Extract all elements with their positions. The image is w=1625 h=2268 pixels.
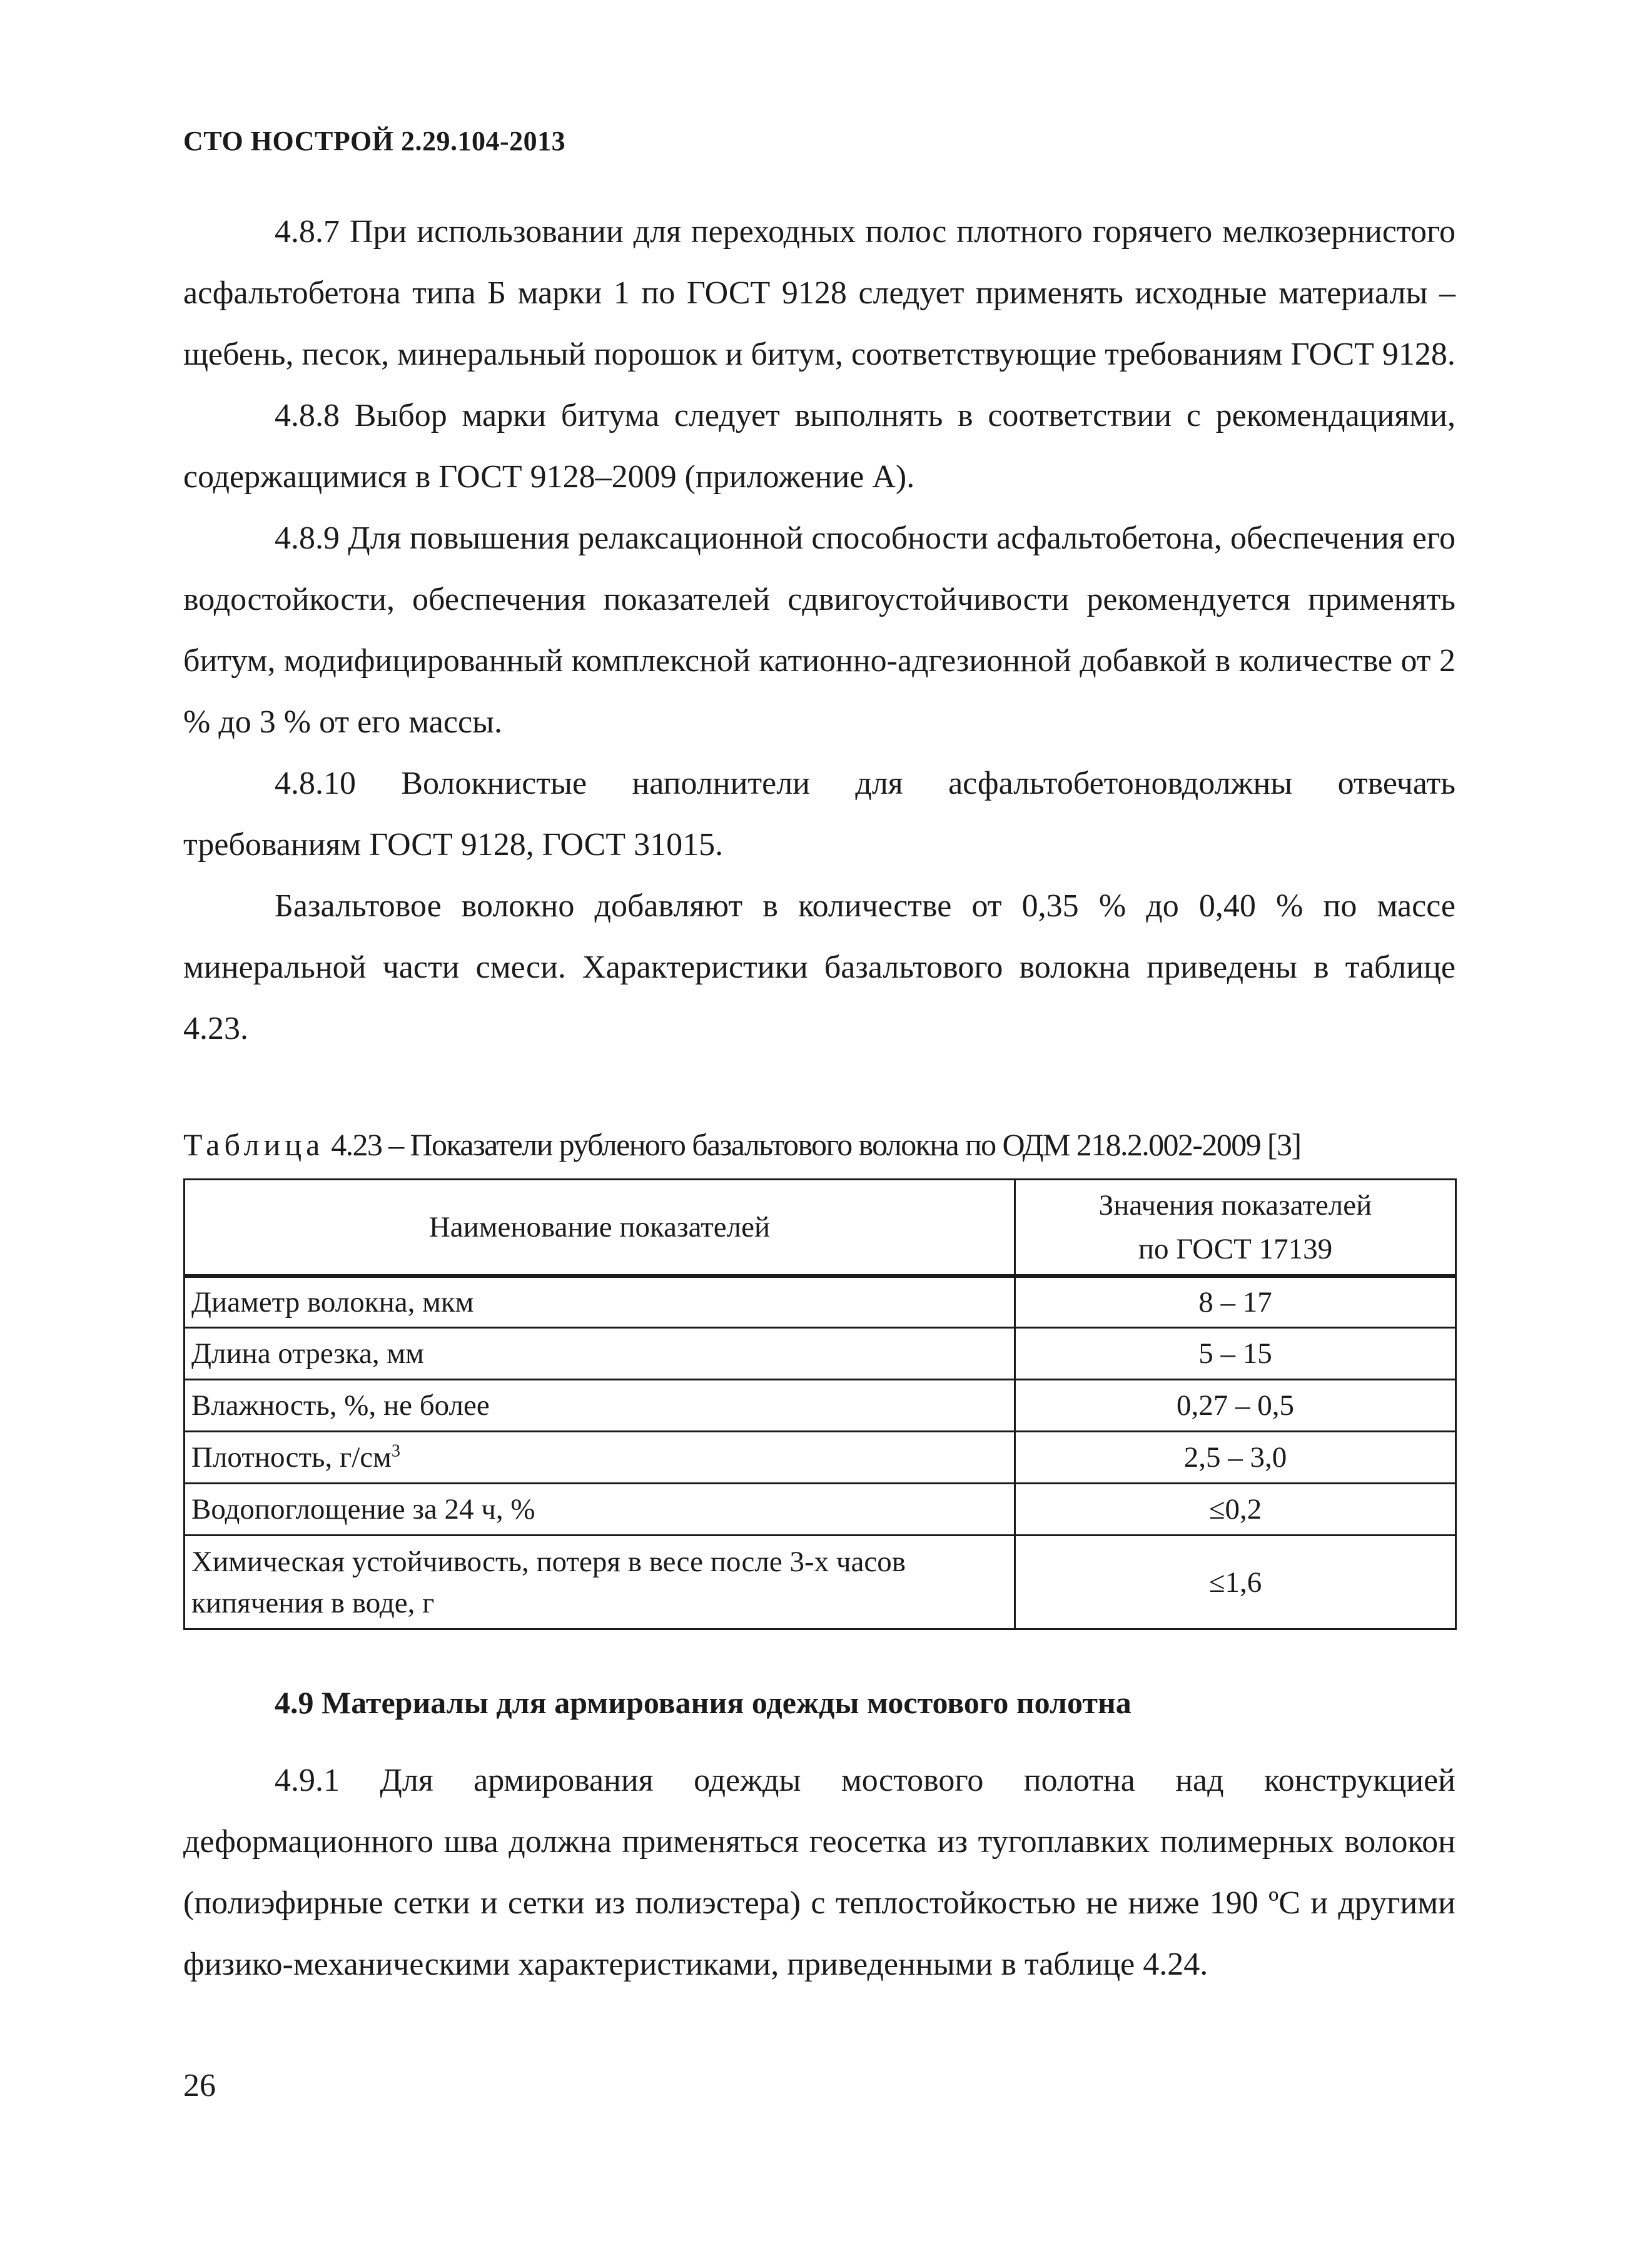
table-row — [185, 1536, 1456, 1629]
table-caption-text: 4.23 – Показатели рубленого базальтового волокна по ОДМ 218.2.002-2009 [3] — [324, 1127, 1301, 1162]
paragraph-4-8-7: 4.8.7 При использовании для переходных полос плотного горячего мелкозернистого асфальтобетона типа Б марки 1 по ГОСТ 9128 следует применять исходные материалы – щебень, песок, минеральный порошок и битум, соответствующие требованиям ГОСТ 9128. — [183, 214, 1455, 372]
superscript-cube: 3 — [391, 1441, 401, 1461]
row-name: Водопоглощение за 24 ч, % — [185, 1484, 1015, 1536]
table-row — [185, 1484, 1456, 1536]
row-name — [185, 1432, 1015, 1484]
row-name: Химическая устойчивость, потеря в весе после 3-х часов кипячения в воде, г — [185, 1536, 1015, 1629]
row-name-text: Плотность, г/см — [191, 1441, 392, 1474]
paragraph-4-8-8: 4.8.8 Выбор марки битума следует выполнять в соответствии с рекомендациями, содержащимися в ГОСТ 9128–2009 (приложение А). — [183, 398, 1455, 495]
paragraph-4-9-1: 4.9.1 Для армирования одежды мостового полотна над конструкцией деформационного шва должна применяться геосетка из тугоплавких полимерных волокон (полиэфирные сетки и сетки из полиэстера) с теплостойкостью не ниже 190 ºС и другими физико-механическими характеристиками, приведенными в таблице 4.24. — [183, 1763, 1455, 1982]
document-header: СТО НОСТРОЙ 2.29.104-2013 — [183, 126, 566, 156]
header-value-cell — [1015, 1180, 1455, 1276]
paragraph-4-8-10: 4.8.10 Волокнистые наполнители для асфальтобетоновдолжны отвечать требованиям ГОСТ 9128, ГОСТ 31015. — [183, 766, 1455, 863]
row-value: 5 – 15 — [1015, 1328, 1455, 1380]
table-row — [185, 1380, 1456, 1432]
page-number: 26 — [183, 2068, 216, 2103]
row-name: Диаметр волокна, мкм — [185, 1276, 1015, 1328]
header-value-line1: Значения показателей — [1098, 1188, 1372, 1222]
paragraph-4-8-9: 4.8.9 Для повышения релаксационной способности асфальтобетона, обеспечения его водостойкости, обеспечения показателей сдвигоустойчивости рекомендуется применять битум, модифицированный комплексной катионно-адгезионной добавкой в количестве от 2 % до 3 % от его массы. — [183, 520, 1455, 740]
row-name: Влажность, %, не более — [185, 1380, 1015, 1432]
table-row — [185, 1328, 1456, 1380]
row-name: Длина отрезка, мм — [185, 1328, 1015, 1380]
header-name-cell: Наименование показателей — [185, 1180, 1015, 1276]
header-value-line2: по ГОСТ 17139 — [1138, 1232, 1333, 1265]
table-caption-label: Таблица — [183, 1127, 325, 1162]
row-value: 8 – 17 — [1015, 1276, 1455, 1328]
table-row — [185, 1432, 1456, 1484]
basalt-fiber-table — [183, 1178, 1457, 1630]
text-block-bottom — [183, 1750, 1455, 1995]
row-value: 2,5 – 3,0 — [1015, 1432, 1455, 1484]
section-title-4-9: 4.9 Материалы для армирования одежды мостового полотна — [275, 1685, 1131, 1720]
row-value: ≤1,6 — [1015, 1536, 1455, 1629]
row-value: ≤0,2 — [1015, 1484, 1455, 1536]
table-caption — [183, 1125, 1459, 1165]
row-value: 0,27 – 0,5 — [1015, 1380, 1455, 1432]
text-block-top — [183, 201, 1455, 1060]
table-row — [185, 1276, 1456, 1328]
paragraph-basalt: Базальтовое волокно добавляют в количестве от 0,35 % до 0,40 % по массе минеральной части смеси. Характеристики базальтового волокна приведены в таблице 4.23. — [183, 888, 1455, 1046]
table-header-row — [185, 1180, 1456, 1276]
